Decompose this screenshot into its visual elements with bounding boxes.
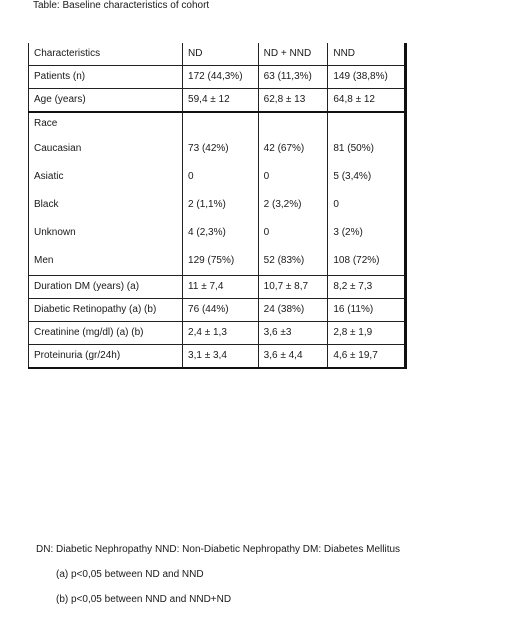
table-cell: 108 (72%): [328, 247, 406, 276]
table-cell: 2,8 ± 1,9: [328, 322, 406, 345]
table-cell: 42 (67%): [258, 135, 328, 163]
header-nd-nnd: ND + NND: [258, 43, 328, 66]
row-label: Creatinine (mg/dl) (a) (b): [29, 322, 183, 345]
table-cell: 62,8 ± 13: [258, 89, 328, 113]
table-row: [29, 219, 406, 247]
table-title: Table: Baseline characteristics of cohort: [33, 0, 210, 11]
table-cell: [328, 112, 406, 135]
header-nd: ND: [183, 43, 259, 66]
table-cell: 3 (2%): [328, 219, 406, 247]
table-cell: 2,4 ± 1,3: [183, 322, 259, 345]
table-cell: 8,2 ± 7,3: [328, 276, 406, 299]
row-label: Unknown: [29, 219, 183, 247]
table-row: [29, 163, 406, 191]
table-cell: 2 (1,1%): [183, 191, 259, 219]
row-label: Diabetic Retinopathy (a) (b): [29, 299, 183, 322]
footnote-b: (b) p<0,05 between NND and NND+ND: [56, 594, 232, 605]
row-label: Men: [29, 247, 183, 276]
table-cell: 2 (3,2%): [258, 191, 328, 219]
table-cell: 64,8 ± 12: [328, 89, 406, 113]
table-cell: 0: [328, 191, 406, 219]
row-label: Age (years): [29, 89, 183, 113]
table-cell: 63 (11,3%): [258, 66, 328, 89]
table-row: [29, 191, 406, 219]
table-row: [29, 135, 406, 163]
table-cell: 3,1 ± 3,4: [183, 345, 259, 369]
table-cell: 129 (75%): [183, 247, 259, 276]
table-cell: 3,6 ±3: [258, 322, 328, 345]
table-cell: 4 (2,3%): [183, 219, 259, 247]
header-characteristics: Characteristics: [29, 43, 183, 66]
table-cell: 52 (83%): [258, 247, 328, 276]
table-cell: 4,6 ± 19,7: [328, 345, 406, 369]
table-cell: 73 (42%): [183, 135, 259, 163]
table-row: [29, 322, 406, 345]
table-cell: 76 (44%): [183, 299, 259, 322]
table-cell: 10,7 ± 8,7: [258, 276, 328, 299]
footnote-a: (a) p<0,05 between ND and NND: [56, 569, 204, 580]
table-cell: 172 (44,3%): [183, 66, 259, 89]
row-label: Black: [29, 191, 183, 219]
table-cell: 3,6 ± 4,4: [258, 345, 328, 369]
table-cell: 0: [183, 163, 259, 191]
row-label: Duration DM (years) (a): [29, 276, 183, 299]
table-cell: 11 ± 7,4: [183, 276, 259, 299]
table-cell: 59,4 ± 12: [183, 89, 259, 113]
row-label: Caucasian: [29, 135, 183, 163]
row-label: Asiatic: [29, 163, 183, 191]
abbreviations-note: DN: Diabetic Nephropathy NND: Non-Diabetic Nephropathy DM: Diabetes Mellitus: [36, 544, 401, 555]
table-row: [29, 345, 406, 369]
table-row: [29, 112, 406, 135]
row-label: Patients (n): [29, 66, 183, 89]
table-cell: [258, 112, 328, 135]
row-label: Proteinuria (gr/24h): [29, 345, 183, 369]
table-row: [29, 247, 406, 276]
table-row: [29, 66, 406, 89]
table-cell: 24 (38%): [258, 299, 328, 322]
table-cell: 81 (50%): [328, 135, 406, 163]
table-cell: 5 (3,4%): [328, 163, 406, 191]
table-cell: 16 (11%): [328, 299, 406, 322]
row-label: Race: [29, 112, 183, 135]
table-header-row: [29, 43, 406, 66]
table-cell: 0: [258, 219, 328, 247]
table-row: [29, 89, 406, 113]
table-cell: [183, 112, 259, 135]
table-row: [29, 299, 406, 322]
baseline-table: [28, 43, 407, 369]
header-nnd: NND: [328, 43, 406, 66]
footnotes: [36, 544, 400, 605]
table-row: [29, 276, 406, 299]
table-cell: 149 (38,8%): [328, 66, 406, 89]
table-cell: 0: [258, 163, 328, 191]
